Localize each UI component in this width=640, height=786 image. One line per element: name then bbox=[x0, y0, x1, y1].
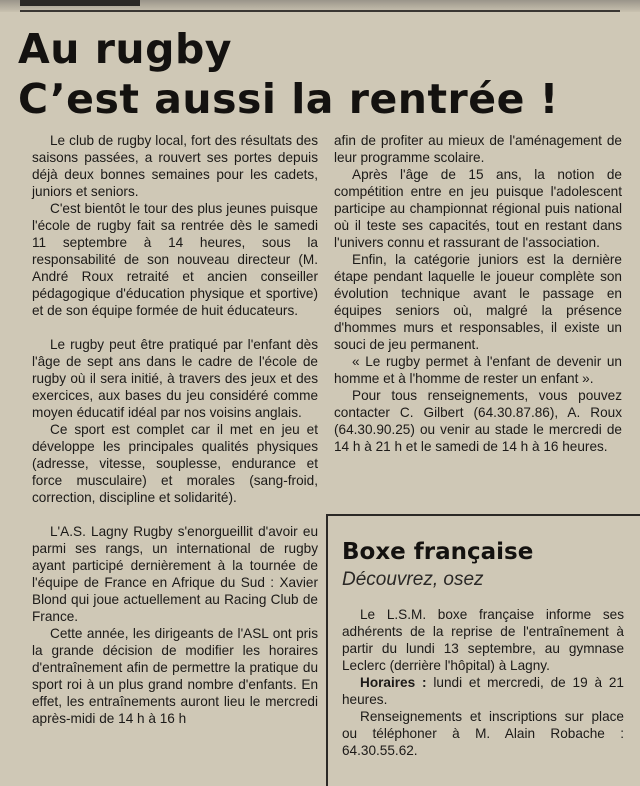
boxe-francaise-box bbox=[326, 514, 640, 786]
horaires-text: lundi et mercredi, de 19 à 21 heures. bbox=[342, 675, 624, 707]
box-horaires bbox=[342, 674, 624, 708]
article-column-1 bbox=[32, 132, 318, 727]
article-paragraph: afin de profiter au mieux de l'aménagement de leur programme scolaire. bbox=[334, 133, 622, 165]
box-paragraph: Renseignements et inscriptions sur place ou téléphoner à M. Alain Robache : 64.30.55.62. bbox=[342, 709, 624, 758]
headline-line-2: C’est aussi la rentrée ! bbox=[18, 75, 559, 123]
top-rule bbox=[20, 10, 620, 12]
box-subtitle: Découvrez, osez bbox=[342, 569, 484, 590]
article-paragraph: Enfin, la catégorie juniors est la dernière étape pendant laquelle le joueur complète son évolution technique avant le passage en équipes seniors où, malgré la présence d'hommes murs et responsables, il existe un souci de jeu permanent. bbox=[334, 252, 622, 352]
article-paragraph: C'est bientôt le tour des plus jeunes puisque l'école de rugby fait sa rentrée dès le samedi 11 septembre à 14 heures, sous la responsabilité de son nouveau directeur (M. André Roux retraité et ancien conseiller pédagogique d'éducation physique et sportive) et de son équipe formée de huit éducateurs. bbox=[32, 201, 318, 318]
article-paragraph: Après l'âge de 15 ans, la notion de compétition entre en jeu puisque l'adolescent participe au championnat régional puis national où il teste ses capacités, tout en restant dans l'univers connu et rassurant de l'association. bbox=[334, 167, 622, 250]
article-paragraph: Le club de rugby local, fort des résultats des saisons passées, a rouvert ses portes depuis déjà deux bonnes semaines pour les cadets, juniors et seniors. bbox=[32, 133, 318, 199]
headline bbox=[18, 24, 628, 124]
header-strip bbox=[20, 0, 140, 6]
headline-line-1: Au rugby bbox=[18, 25, 233, 73]
article-quote: « Le rugby permet à l'enfant de devenir un homme et à l'homme de rester un enfant ». bbox=[334, 354, 622, 386]
horaires-label: Horaires : bbox=[360, 675, 427, 690]
article-paragraph: Ce sport est complet car il met en jeu et développe les principales qualités physiques (adresse, vitesse, souplesse, endurance et force musculaire) et morales (sang-froid, correction, discipline et solidarité). bbox=[32, 422, 318, 505]
box-body bbox=[342, 606, 624, 759]
article-paragraph: Pour tous renseignements, vous pouvez contacter C. Gilbert (64.30.87.86), A. Roux (64.30.90.25) ou venir au stade le mercredi de 14 h à 21 h et le samedi de 14 h à 16 heures. bbox=[334, 388, 622, 454]
article-paragraph: Le rugby peut être pratiqué par l'enfant dès l'âge de sept ans dans le cadre de l'école de rugby où il sera initié, à travers des jeux et des exercices, aux bases du jeu considéré comme moyen éducatif idéal par nos voisins anglais. bbox=[32, 337, 318, 420]
article-paragraph: L'A.S. Lagny Rugby s'enorgueillit d'avoir eu parmi ses rangs, un international de rugby ayant participé dernièrement à la tournée de l'équipe de France en Afrique du Sud : Xavier Blond qui joue actuellement au Racing Club de France. bbox=[32, 524, 318, 624]
box-title: Boxe française bbox=[342, 539, 534, 565]
article-column-2 bbox=[334, 132, 622, 455]
article-paragraph: Cette année, les dirigeants de l'ASL ont pris la grande décision de modifier les horaires d'entraînement afin de permettre la pratique du sport roi à un plus grand nombre d'enfants. En effet, les entraînements auront lieu le mercredi après-midi de 14 h à 16 h bbox=[32, 626, 318, 726]
box-paragraph: Le L.S.M. boxe française informe ses adhérents de la reprise de l'entraînement à partir du lundi 13 septembre, au gymnase Leclerc (derrière l'hôpital) à Lagny. bbox=[342, 607, 624, 673]
